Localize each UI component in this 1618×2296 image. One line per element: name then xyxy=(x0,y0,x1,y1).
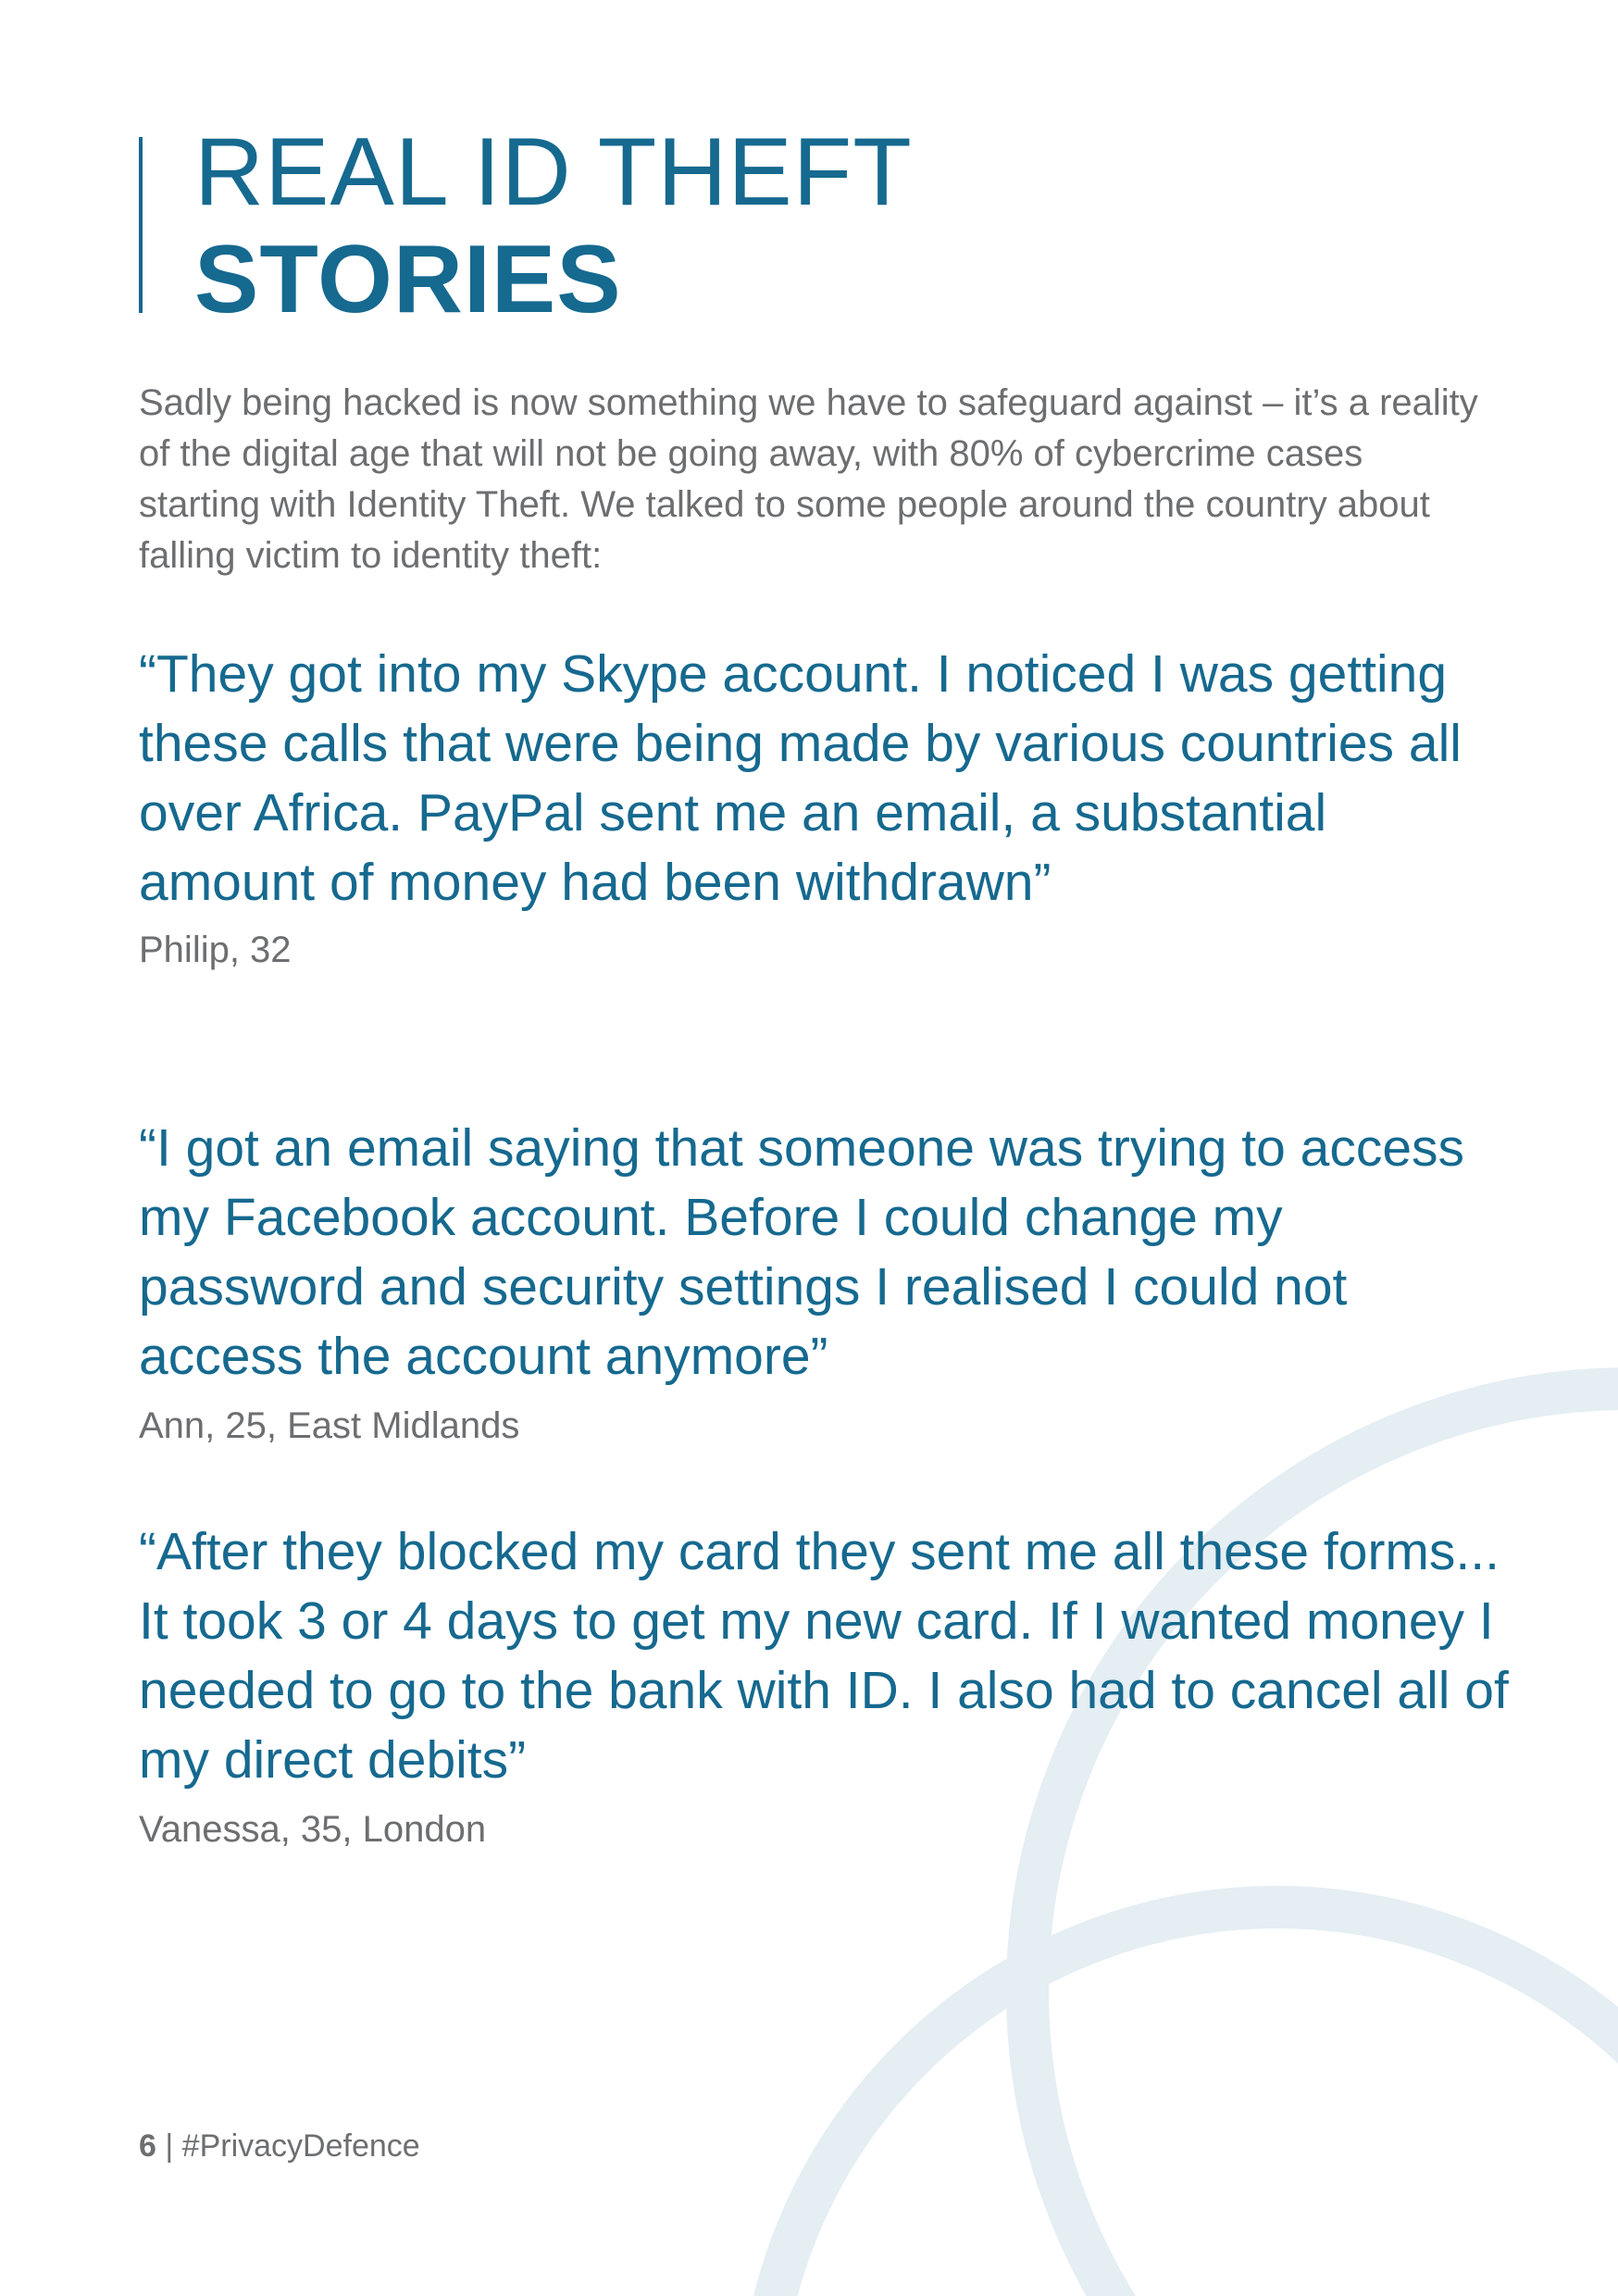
background-circle-lower xyxy=(759,1907,1618,2296)
quote-text: “After they blocked my card they sent me all these forms... It took 3 or 4 days to get my new card. If I wanted money I needed to go to the bank with ID. I also had to cancel all of my direct debits” xyxy=(139,1522,1509,1790)
quote-attribution: Ann, 25, East Midlands xyxy=(139,1405,520,1446)
footer-separator: | xyxy=(156,2128,182,2164)
quote-block-philip xyxy=(139,640,1509,973)
quote-text: “I got an email saying that someone was trying to access my Facebook account. Before I could change my password and security settings I realised I could not access the account anymore” xyxy=(139,1118,1465,1386)
quote-block-vanessa xyxy=(139,1517,1509,1853)
page-number: 6 xyxy=(139,2128,156,2164)
page-footer xyxy=(139,2128,420,2165)
intro-paragraph: Sadly being hacked is now something we have to safeguard against – it’s a reality of the digital age that will not be going away, with 80% of cybercrime cases starting with Identity Theft. We talked to some people around the country about falling victim to identity theft: xyxy=(139,382,1478,576)
quote-block-ann xyxy=(139,1114,1509,1449)
title-line-1: REAL ID THEFT xyxy=(194,119,913,226)
quote-text: “They got into my Skype account. I noticed I was getting these calls that were being made by various countries all over Africa. PayPal sent me an email, a substantial amount of money had been withdrawn” xyxy=(139,644,1462,912)
page-title xyxy=(194,119,913,333)
quote-attribution: Philip, 32 xyxy=(139,930,292,970)
footer-hashtag: #PrivacyDefence xyxy=(181,2128,420,2164)
title-line-2: STORIES xyxy=(194,226,622,333)
quote-attribution: Vanessa, 35, London xyxy=(139,1809,487,1850)
title-accent-bar xyxy=(139,137,143,313)
